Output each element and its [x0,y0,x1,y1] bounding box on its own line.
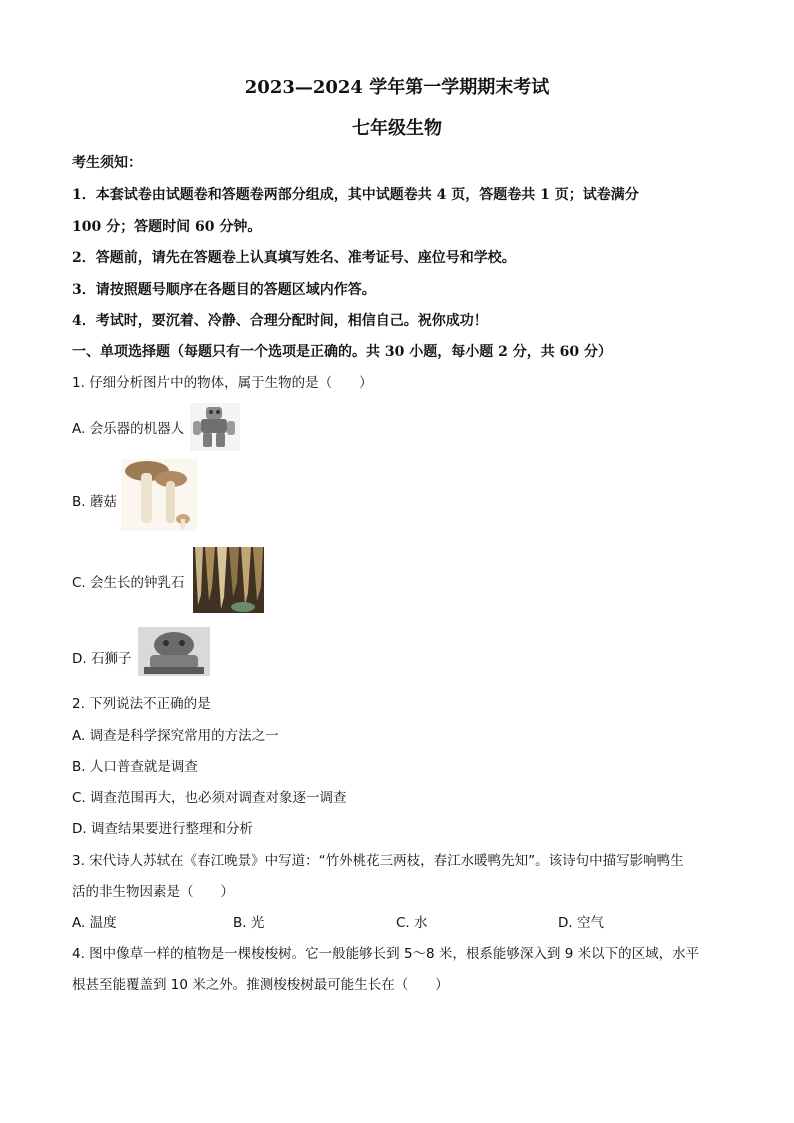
q1-option-d[interactable]: D. 石狮子 [72,651,132,667]
stone-lion-image [138,627,210,676]
q1-option-a[interactable]: A. 会乐器的机器人 [72,421,185,437]
notice-item-1: 1．本套试卷由试题卷和答题卷两部分组成，其中试题卷共 4 页，答题卷共 1 页；试卷满分 [72,187,639,203]
q2-option-c[interactable]: C. 调查范围再大，也必须对调查对象逐一调查 [72,790,347,806]
question-3-stem: 3. 宋代诗人苏轼在《春江晚景》中写道：“竹外桃花三两枝，春江水暖鸭先知”。该诗句中描写影响鸭生 [72,853,684,869]
exam-subject: 七年级生物 [352,118,442,139]
notice-item-4: 4．考试时，要沉着、冷静、合理分配时间，相信自己。祝你成功！ [72,313,488,329]
notice-item-1-cont: 100 分；答题时间 60 分钟。 [72,219,262,235]
mushroom-image [121,459,197,531]
q3-option-c[interactable]: C. 水 [396,915,428,931]
exam-title: 2023—2024 学年第一学期期末考试 [244,77,550,98]
q1-option-c[interactable]: C. 会生长的钟乳石 [72,575,185,591]
question-4-stem: 4. 图中像草一样的植物是一棵梭梭树。它一般能够长到 5～8 米，根系能够深入到 9 米以下的区域，水平 [72,946,700,962]
question-4-stem-cont: 根甚至能覆盖到 10 米之外。推测梭梭树最可能生长在（ ） [72,977,449,993]
q3-option-d[interactable]: D. 空气 [558,915,604,931]
section-heading: 一、单项选择题（每题只有一个选项是正确的。共 30 小题，每小题 2 分，共 60 分） [72,344,612,360]
question-1-stem: 1. 仔细分析图片中的物体，属于生物的是（ ） [72,375,373,391]
q2-option-b[interactable]: B. 人口普查就是调查 [72,759,198,775]
notice-heading: 考生须知： [72,155,142,171]
notice-item-2: 2．答题前，请先在答题卷上认真填写姓名、准考证号、座位号和学校。 [72,250,516,266]
q2-option-a[interactable]: A. 调查是科学探究常用的方法之一 [72,728,279,744]
q1-option-b[interactable]: B. 蘑菇 [72,494,117,510]
q2-option-d[interactable]: D. 调查结果要进行整理和分析 [72,821,253,837]
q3-option-b[interactable]: B. 光 [233,915,265,931]
notice-item-3: 3．请按照题号顺序在各题目的答题区域内作答。 [72,282,376,298]
robot-image [190,403,240,451]
stalactite-image [193,547,264,613]
question-2-stem: 2. 下列说法不正确的是 [72,696,211,712]
question-3-stem-cont: 活的非生物因素是（ ） [72,884,234,900]
q3-option-a[interactable]: A. 温度 [72,915,117,931]
